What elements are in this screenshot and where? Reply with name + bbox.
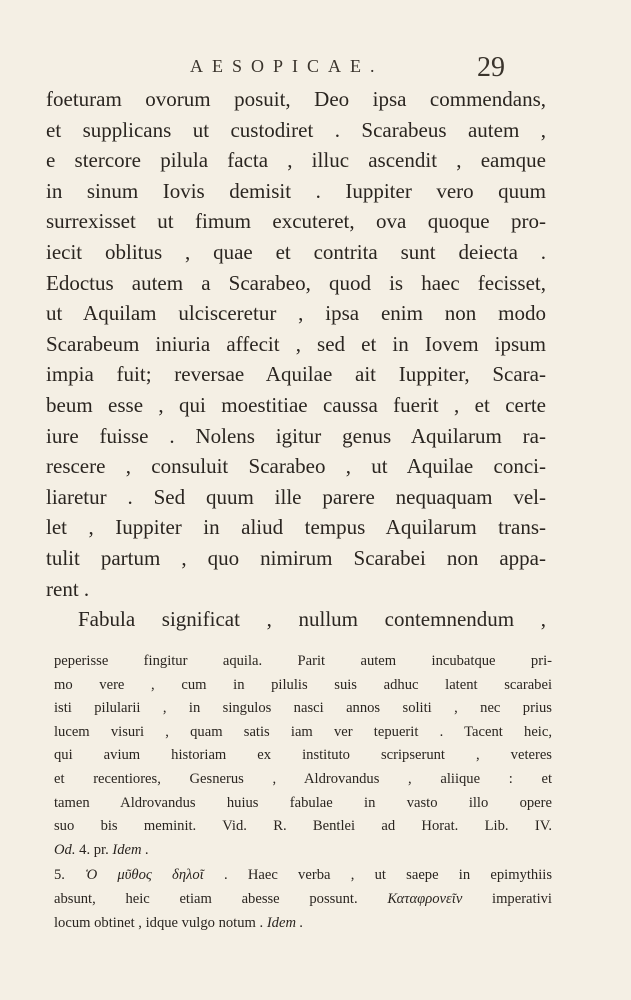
- text-line: et supplicans ut custodiret . Scarabeus autem ,: [46, 117, 546, 142]
- text-line: rescere , consuluit Scarabeo , ut Aquilae conci-: [46, 454, 546, 479]
- note-text: locum obtinet , idque vulgo notum .: [54, 914, 267, 931]
- note-line: [54, 839, 552, 863]
- text-line: rent .: [46, 576, 90, 601]
- text-line: in sinum Iovis demisit . Iuppiter vero quum: [46, 178, 546, 203]
- note-number: 5.: [54, 867, 86, 884]
- note-line: isti pilularii , in singulos nasci annos soliti , nec prius: [54, 700, 552, 717]
- greek-word: Καταφρονεῖν: [387, 890, 463, 907]
- text-line: Edoctus autem a Scarabeo, quod is haec fecisset,: [46, 270, 546, 295]
- page-header: [0, 52, 631, 88]
- note-text: absunt, heic etiam abesse possunt.: [54, 890, 388, 907]
- note-line: lucem visuri , quam satis iam ver tepuerit . Tacent heic,: [54, 723, 552, 740]
- note-line: mo vere , cum in pilulis suis adhuc latent scarabei: [54, 676, 552, 693]
- text-line: surrexisset ut fimum excuteret, ova quoque pro-: [46, 209, 546, 234]
- moral-line: Fabula significat , nullum contemnendum ,: [78, 607, 546, 632]
- note-text: . Haec verba , ut saepe in epimythiis: [203, 867, 553, 884]
- note-line: suo bis meminit. Vid. R. Bentlei ad Horat. Lib. IV.: [54, 818, 552, 835]
- note-line: [54, 888, 552, 912]
- text-line: iure fuisse . Nolens igitur genus Aquilarum ra-: [46, 423, 546, 448]
- idem-attribution: Idem .: [112, 841, 149, 858]
- text-line: e stercore pilula facta , illuc ascendit , eamque: [46, 148, 546, 173]
- text-line: beum esse , qui moestitiae caussa fuerit , et certe: [46, 392, 546, 417]
- note-text: imperativi: [462, 890, 552, 907]
- note-line: [54, 912, 552, 936]
- main-text: [46, 84, 546, 635]
- running-head: AESOPICAE.: [190, 56, 384, 76]
- note-line: peperisse fingitur aquila. Parit autem incubatque pri-: [54, 653, 552, 669]
- idem-attribution: Idem .: [266, 914, 304, 931]
- text-line: tulit partum , quo nimirum Scarabei non appa-: [46, 545, 546, 570]
- text-line: iecit oblitus , quae et contrita sunt deiecta .: [46, 239, 546, 264]
- note-ref: 4. pr.: [75, 841, 113, 858]
- od-abbrev: Od.: [54, 841, 76, 858]
- note-line: tamen Aldrovandus huius fabulae in vasto illo opere: [54, 794, 552, 811]
- greek-quote: Ὁ μῦθος δηλοῖ: [85, 867, 204, 884]
- note-line: [54, 864, 552, 888]
- note-line: qui avium historiam ex instituto scripserunt , veteres: [54, 747, 552, 764]
- footnotes: [54, 650, 552, 935]
- text-line: impia fuit; reversae Aquilae ait Iuppiter, Scara-: [46, 362, 546, 387]
- text-line: liaretur . Sed quum ille parere nequaquam vel-: [46, 484, 546, 509]
- text-line: foeturam ovorum posuit, Deo ipsa commendans,: [46, 87, 546, 111]
- page-number: 29: [477, 52, 505, 83]
- note-line: et recentiores, Gesnerus , Aldrovandus , aliique : et: [54, 770, 552, 787]
- text-line: ut Aquilam ulcisceretur , ipsa enim non modo: [46, 301, 546, 326]
- text-line: let , Iuppiter in aliud tempus Aquilarum trans-: [46, 515, 546, 540]
- text-line: Scarabeum iniuria affecit , sed et in Iovem ipsum: [46, 331, 546, 356]
